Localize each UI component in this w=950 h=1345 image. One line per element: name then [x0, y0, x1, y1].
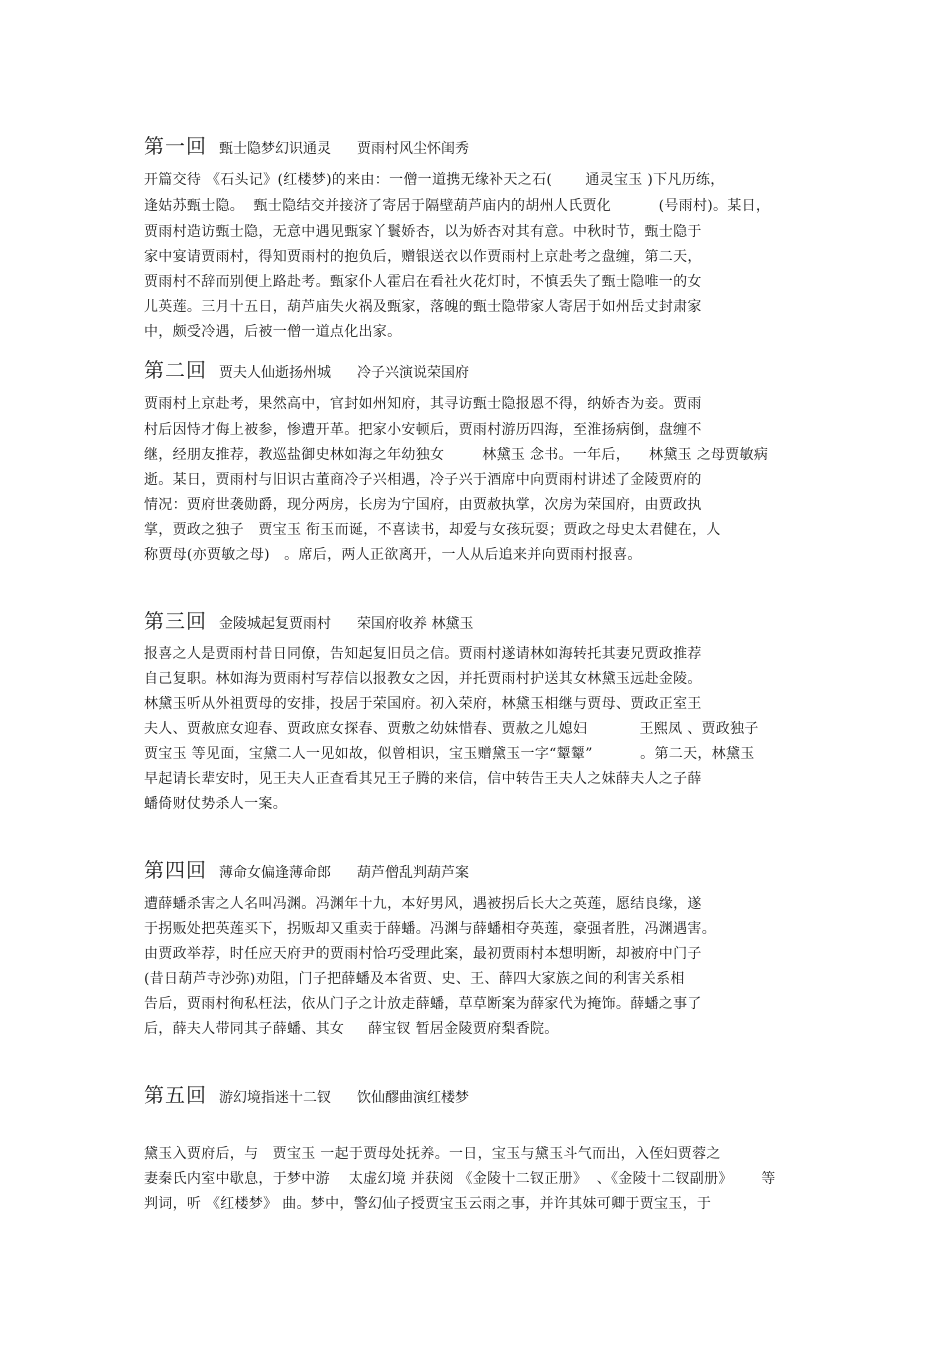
text-line: 继，经朋友推荐，教巡盐御史林如海之年幼独女 林黛玉 念书。一年后， 林黛玉 之母贾敏病 — [144, 447, 769, 463]
text-line: 村后因恃才侮上被参，惨遭开革。把家小安顿后，贾雨村游历四海，至淮扬病倒，盘缠不 — [144, 422, 702, 438]
text-line: 妻秦氏内室中歇息，于梦中游 太虚幻境 并获阅 《金陵十二钗正册》 、《金陵十二钗副册》 等 — [144, 1171, 776, 1187]
text-line: 于拐贩处把英莲买下，拐贩却又重卖于薛蟠。冯渊与薛蟠相夺英莲，豪强者胜，冯渊遇害。 — [144, 921, 716, 937]
chapter-title-first: 薄命女偏逢薄命郎 — [219, 865, 331, 881]
text-line: 贾雨村不辞而别便上路赴考。甄家仆人霍启在看社火花灯时，不慎丢失了甄士隐唯一的女 — [144, 274, 702, 290]
text-line: 掌，贾政之独子 贾宝玉 衔玉而诞，不喜读书，却爱与女孩玩耍；贾政之母史太君健在，人 — [144, 522, 721, 538]
text-line: 情况：贾府世袭勋爵，现分两房，长房为宁国府，由贾赦执掌，次房为荣国府，由贾政执 — [144, 497, 702, 513]
text-line: 开篇交待 《石头记》(红楼梦)的来由：一僧一道携无缘补天之石( 通灵宝玉 )下凡历练， — [144, 172, 725, 188]
chapter-title-first: 甄士隐梦幻识通灵 — [219, 141, 331, 157]
text-line: 贾宝玉 等见面，宝黛二人一见如故，似曾相识，宝玉赠黛玉一字“颦颦” 。第二天，林黛玉 — [144, 746, 755, 762]
text-line: 黛玉入贾府后，与 贾宝玉 一起于贾母处抚养。一日，宝玉与黛玉斗气而出，入侄妇贾蓉之 — [144, 1146, 721, 1162]
text-line: 逢姑苏甄士隐。 甄士隐结交并接济了寄居于隔壁葫芦庙内的胡州人氏贾化 (号雨村)。某日， — [144, 198, 771, 214]
chapter-title-first: 金陵城起复贾雨村 — [219, 616, 331, 632]
chapter-title-first: 贾夫人仙逝扬州城 — [219, 365, 331, 381]
chapter-title-second: 饮仙醪曲演红楼梦 — [357, 1090, 469, 1106]
text-line: 自己复职。林如海为贾雨村写荐信以报教女之因，并托贾雨村护送其女林黛玉远赴金陵。 — [144, 671, 702, 687]
text-line: 由贾政举荐，时任应天府尹的贾雨村恰巧受理此案，最初贾雨村本想明断，却被府中门子 — [144, 946, 702, 962]
text-line: 贾雨村造访甄士隐，无意中遇见甄家丫鬟娇杏，以为娇杏对其有意。中秋时节，甄士隐于 — [144, 224, 702, 240]
text-line: 林黛玉听从外祖贾母的安排，投居于荣国府。初入荣府，林黛玉相继与贾母、贾政正室王 — [144, 696, 702, 712]
chapter-number: 第一回 — [144, 134, 207, 158]
text-line: 夫人、贾赦庶女迎春、贾政庶女探春、贾敷之幼妹惜春、贾赦之儿媳妇 王熙凤 、贾政独子 — [144, 721, 759, 737]
chapter-title-second: 冷子兴演说荣国府 — [357, 365, 469, 381]
chapter-heading — [144, 1079, 469, 1108]
text-line: 告后，贾雨村徇私枉法，依从门子之计放走薛蟠，草草断案为薛家代为掩饰。薛蟠之事了 — [144, 996, 702, 1012]
chapter-title-second: 荣国府收养 林黛玉 — [357, 616, 474, 632]
chapter-title-second: 贾雨村风尘怀闺秀 — [357, 141, 469, 157]
chapter-number: 第四回 — [144, 858, 207, 882]
chapter-heading — [144, 354, 469, 383]
chapter-number: 第五回 — [144, 1083, 207, 1107]
chapter-number: 第二回 — [144, 358, 207, 382]
text-line: 判词，听 《红楼梦》 曲。梦中，警幻仙子授贾宝玉云雨之事，并许其妹可卿于贾宝玉，于 — [144, 1196, 712, 1212]
text-line: 家中宴请贾雨村，得知贾雨村的抱负后，赠银送衣以作贾雨村上京赴考之盘缠，第二天， — [144, 249, 702, 265]
text-line: 贾雨村上京赴考，果然高中，官封如州知府，其寻访甄士隐报恩不得，纳娇杏为妾。贾雨 — [144, 396, 702, 412]
text-line: 称贾母(亦贾敏之母) 。席后，两人正欲离开，一人从后追来并向贾雨村报喜。 — [144, 547, 642, 563]
text-line: 逝。某日，贾雨村与旧识古董商冷子兴相遇，冷子兴于酒席中向贾雨村讲述了金陵贾府的 — [144, 472, 702, 488]
text-line: 后，薛夫人带同其子薛蟠、其女 薛宝钗 暂居金陵贾府梨香院。 — [144, 1021, 559, 1037]
text-line: 遭薛蟠杀害之人名叫冯渊。冯渊年十九，本好男风，遇被拐后长大之英莲，愿结良缘，遂 — [144, 896, 702, 912]
chapter-title-second: 葫芦僧乱判葫芦案 — [357, 865, 469, 881]
chapter-heading — [144, 130, 469, 159]
text-line: 报喜之人是贾雨村昔日同僚，告知起复旧员之信。贾雨村遂请林如海转托其妻兄贾政推荐 — [144, 646, 702, 662]
chapter-heading — [144, 854, 469, 883]
text-line: 蟠倚财仗势杀人一案。 — [144, 796, 287, 812]
text-line: 儿英莲。三月十五日，葫芦庙失火祸及甄家，落魄的甄士隐带家人寄居于如州岳丈封肃家 — [144, 299, 702, 315]
chapter-title-first: 游幻境指迷十二钗 — [219, 1090, 331, 1106]
chapter-heading — [144, 605, 473, 634]
chapter-number: 第三回 — [144, 609, 207, 633]
text-line: 早起请长辈安时，见王夫人正查看其兄王子腾的来信，信中转告王夫人之妹薛夫人之子薛 — [144, 771, 702, 787]
text-line: (昔日葫芦寺沙弥)劝阻，门子把薛蟠及本省贾、史、王、薛四大家族之间的利害关系相 — [144, 971, 685, 987]
text-line: 中，颇受冷遇，后被一僧一道点化出家。 — [144, 324, 402, 340]
